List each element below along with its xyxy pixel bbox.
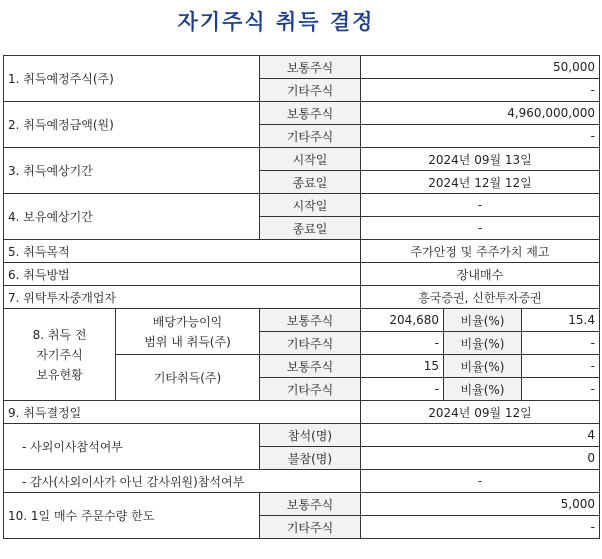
table-row [4,240,600,263]
g2-common-ratio: - [522,355,600,378]
decision-date-value: 2024년 09월 12일 [361,401,600,424]
present-value: 4 [361,424,600,447]
end-date-label: 종료일 [260,217,361,240]
treasury-holdings-label [4,309,116,401]
common-stock-label: 보통주식 [260,56,361,79]
table-row [4,194,600,217]
method-value: 장내매수 [361,263,600,286]
method-label: 6. 취득방법 [4,263,361,286]
purpose-value: 주가안정 및 주주가치 제고 [361,240,600,263]
g2-other-ratio: - [522,378,600,401]
start-date-label: 시작일 [260,148,361,171]
planned-amount-label: 2. 취득예정금액(원) [4,102,260,148]
daily-order-limit-label: 10. 1일 매수 주문수량 한도 [4,493,260,539]
g1-other-ratio: - [522,332,600,355]
table-row [4,56,600,79]
common-stock-label: 보통주식 [260,102,361,125]
acquisition-period-label: 3. 취득예상기간 [4,148,260,194]
planned-shares-common-value: 50,000 [361,56,600,79]
planned-shares-other-value: - [361,79,600,102]
broker-label: 7. 위탁투자중개업자 [4,286,361,309]
other-stock-label: 기타주식 [260,125,361,148]
auditor-attendance-value: - [361,470,600,493]
other-acquisition-group-label: 기타취득(주) [116,355,260,401]
holding-period-label: 4. 보유예상기간 [4,194,260,240]
table-row [4,309,600,332]
table-row [4,493,600,516]
start-date-label: 시작일 [260,194,361,217]
common-stock-label: 보통주식 [260,493,361,516]
other-stock-label: 기타주식 [260,378,361,401]
distributable-profit-label-line2: 범위 내 취득(주) [144,334,231,349]
ratio-label: 비율(%) [444,355,522,378]
g2-other-shares: - [361,378,444,401]
g1-common-ratio: 15.4 [522,309,600,332]
table-row [4,148,600,171]
ratio-label: 비율(%) [444,378,522,401]
treasury-holdings-label-line2: 자기주식 [36,347,83,362]
absent-value: 0 [361,447,600,470]
table-row [4,424,600,447]
holding-end-value: - [361,217,600,240]
absent-label: 불참(명) [260,447,361,470]
table-row [4,286,600,309]
acquisition-end-value: 2024년 12월 12일 [361,171,600,194]
table-row [4,102,600,125]
table-row [4,470,600,493]
page-title: 자기주식 취득 결정 [177,10,375,34]
auditor-attendance-label: - 감사(사외이사가 아닌 감사위원)참석여부 [4,470,361,493]
table-row [4,263,600,286]
purpose-label: 5. 취득목적 [4,240,361,263]
outside-director-attendance-label: - 사외이사참석여부 [4,424,260,470]
acquisition-start-value: 2024년 09월 13일 [361,148,600,171]
end-date-label: 종료일 [260,171,361,194]
common-stock-label: 보통주식 [260,309,361,332]
present-label: 참석(명) [260,424,361,447]
table-row [4,401,600,424]
g2-common-shares: 15 [361,355,444,378]
broker-value: 흥국증권, 신한투자증권 [361,286,600,309]
ratio-label: 비율(%) [444,332,522,355]
daily-limit-common-value: 5,000 [361,493,600,516]
g1-other-shares: - [361,332,444,355]
other-stock-label: 기타주식 [260,79,361,102]
disclosure-table [3,55,600,539]
holding-start-value: - [361,194,600,217]
distributable-profit-label-line1: 배당가능이익 [152,314,223,329]
g1-common-shares: 204,680 [361,309,444,332]
ratio-label: 비율(%) [444,309,522,332]
planned-shares-label: 1. 취득예정주식(주) [4,56,260,102]
other-stock-label: 기타주식 [260,516,361,539]
daily-limit-other-value: - [361,516,600,539]
other-stock-label: 기타주식 [260,332,361,355]
treasury-holdings-label-line1: 8. 취득 전 [32,327,87,342]
distributable-profit-group-label [116,309,260,355]
planned-amount-common-value: 4,960,000,000 [361,102,600,125]
treasury-holdings-label-line3: 보유현황 [36,367,83,382]
planned-amount-other-value: - [361,125,600,148]
common-stock-label: 보통주식 [260,355,361,378]
decision-date-label: 9. 취득결정일 [4,401,361,424]
